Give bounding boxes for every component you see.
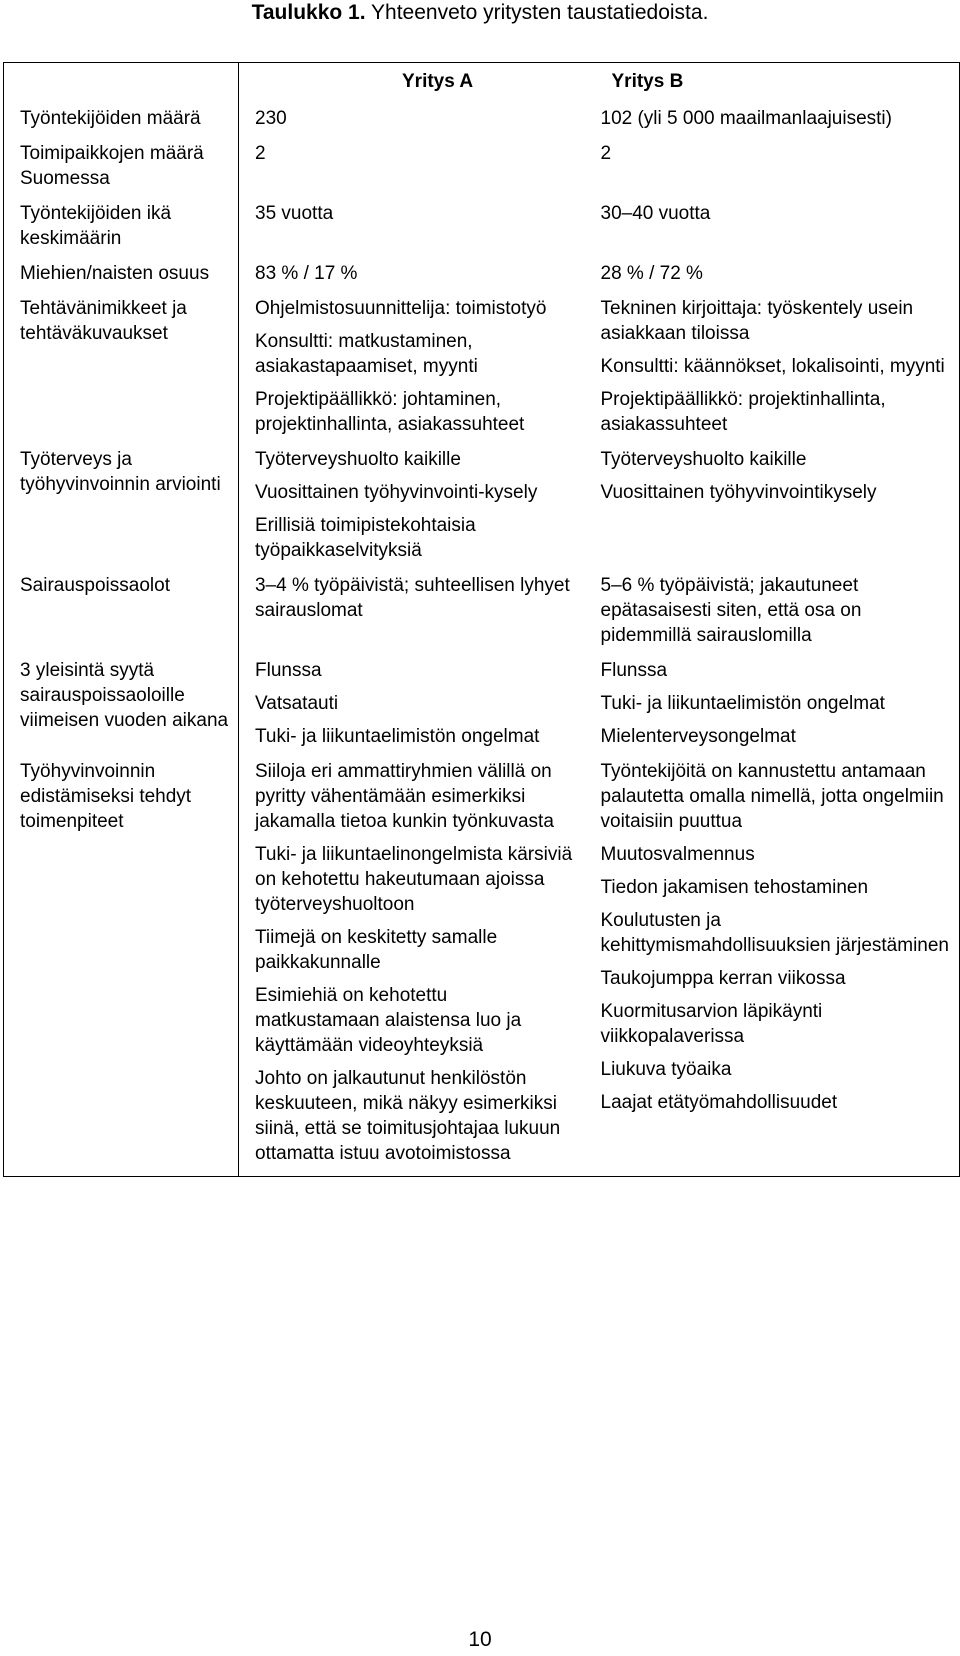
cell-item: Flunssa xyxy=(255,660,322,681)
row-label: Työterveys ja työhyvinvoinnin arviointi xyxy=(4,447,239,573)
company-a-cell xyxy=(239,573,585,658)
row-label: Työntekijöiden ikä keskimäärin xyxy=(4,201,239,261)
row-label: Työntekijöiden määrä xyxy=(4,106,239,141)
cell-item: Vatsatauti xyxy=(255,693,339,714)
cell-item: Konsultti: matkustaminen, asiakastapaamiset, myynti xyxy=(255,331,478,377)
company-a-cell xyxy=(239,201,585,261)
caption-label: Taulukko 1. xyxy=(251,1,366,24)
company-a-cell xyxy=(239,447,585,573)
cell-item: Erillisiä toimipistekohtaisia työpaikkaselvityksiä xyxy=(255,515,476,561)
cell-item: Laajat etätyömahdollisuudet xyxy=(600,1092,838,1113)
cell-item: Työterveyshuolto kaikille xyxy=(600,449,807,470)
cell-item: Tekninen kirjoittaja: työskentely usein asiakkaan tiloissa xyxy=(600,298,914,344)
cell-item: Tuki- ja liikuntaelimistön ongelmat xyxy=(600,693,885,714)
cell-item: 30–40 vuotta xyxy=(600,203,711,224)
cell-item: Työntekijöitä on kannustettu antamaan palautetta omalla nimellä, jotta ongelmiin voitaisiin puuttua xyxy=(600,761,944,832)
cell-item: Muutosvalmennus xyxy=(600,844,755,865)
cell-item: Flunssa xyxy=(600,660,668,681)
cell-item: 83 % / 17 % xyxy=(255,263,358,284)
cell-item: 230 xyxy=(255,108,287,129)
company-a-cell xyxy=(239,658,585,759)
cell-item: 5–6 % työpäivistä; jakautuneet epätasaisesti siten, että osa on pidemmillä sairauslomilla xyxy=(600,575,862,646)
table-row xyxy=(4,201,960,261)
company-b-cell xyxy=(585,296,960,447)
cell-item: Työterveyshuolto kaikille xyxy=(255,449,461,470)
page-number: 10 xyxy=(468,1628,492,1651)
row-label: Toimipaikkojen määrä Suomessa xyxy=(4,141,239,201)
header-company-a: Yritys A xyxy=(402,71,474,92)
company-a-cell xyxy=(239,106,585,141)
cell-item: Ohjelmistosuunnittelija: toimistotyö xyxy=(255,298,547,319)
cell-item: Vuosittainen työhyvinvointi-kysely xyxy=(255,482,538,503)
table-row xyxy=(4,106,960,141)
caption-text: Yhteenveto yritysten taustatiedoista. xyxy=(365,1,709,24)
company-a-cell xyxy=(239,141,585,201)
cell-item: 102 (yli 5 000 maailmanlaajuisesti) xyxy=(600,108,892,129)
table-row xyxy=(4,261,960,296)
cell-item: Tuki- ja liikuntaelinongelmista kärsiviä on kehotettu hakeutumaan ajoissa työterveyshuoltoon xyxy=(255,844,573,915)
table-header-row xyxy=(4,63,960,107)
cell-item: Johto on jalkautunut henkilöstön keskuuteen, mikä näkyy esimerkiksi siinä, että se toimitusjohtajaa lukuun ottamatta istuu avotoimistossa xyxy=(255,1068,561,1164)
cell-item: Projektipäällikkö: projektinhallinta, asiakassuhteet xyxy=(600,389,886,435)
table-row xyxy=(4,759,960,1177)
cell-item: Siiloja eri ammattiryhmien välillä on pyritty vähentämään esimerkiksi jakamalla tietoa kunkin työnkuvasta xyxy=(255,761,554,832)
row-label: Tehtävänimikkeet ja tehtäväkuvaukset xyxy=(4,296,239,447)
cell-item: Konsultti: käännökset, lokalisointi, myynti xyxy=(600,356,945,377)
company-b-cell xyxy=(585,447,960,573)
cell-item: Esimiehiä on kehotettu matkustamaan alaistensa luo ja käyttämään videoyhteyksiä xyxy=(255,985,522,1056)
row-label: Sairauspoissaolot xyxy=(4,573,239,658)
company-b-cell xyxy=(585,759,960,1177)
cell-item: 3–4 % työpäivistä; suhteellisen lyhyet sairauslomat xyxy=(255,575,570,621)
cell-item: 2 xyxy=(600,143,612,164)
company-b-cell xyxy=(585,573,960,658)
table-row xyxy=(4,658,960,759)
company-a-cell xyxy=(239,759,585,1177)
row-label: 3 yleisintä syytä sairauspoissaoloille viimeisen vuoden aikana xyxy=(4,658,239,759)
company-b-cell xyxy=(585,141,960,201)
cell-item: Tiedon jakamisen tehostaminen xyxy=(600,877,869,898)
cell-item: Kuormitusarvion läpikäynti viikkopalaverissa xyxy=(600,1001,823,1047)
cell-item: Mielenterveysongelmat xyxy=(600,726,796,747)
cell-item: 35 vuotta xyxy=(255,203,334,224)
company-b-cell xyxy=(585,201,960,261)
summary-table xyxy=(3,62,960,1177)
table-row xyxy=(4,447,960,573)
row-label: Työhyvinvoinnin edistämiseksi tehdyt toimenpiteet xyxy=(4,759,239,1177)
cell-item: Taukojumppa kerran viikossa xyxy=(600,968,846,989)
header-company-b: Yritys B xyxy=(611,71,684,92)
company-b-cell xyxy=(585,261,960,296)
header-empty-cell xyxy=(4,63,239,107)
table-caption xyxy=(0,0,960,26)
table-row xyxy=(4,141,960,201)
cell-item: Vuosittainen työhyvinvointikysely xyxy=(600,482,877,503)
row-label: Miehien/naisten osuus xyxy=(4,261,239,296)
cell-item: Koulutusten ja kehittymismahdollisuuksien järjestäminen xyxy=(600,910,949,956)
cell-item: Tuki- ja liikuntaelimistön ongelmat xyxy=(255,726,540,747)
cell-item: Liukuva työaika xyxy=(600,1059,732,1080)
company-b-cell xyxy=(585,658,960,759)
cell-item: 28 % / 72 % xyxy=(600,263,703,284)
cell-item: Projektipäällikkö: johtaminen, projektinhallinta, asiakassuhteet xyxy=(255,389,525,435)
company-a-cell xyxy=(239,261,585,296)
cell-item: Tiimejä on keskitetty samalle paikkakunnalle xyxy=(255,927,498,973)
cell-item: 2 xyxy=(255,143,266,164)
company-b-cell xyxy=(585,106,960,141)
company-a-cell xyxy=(239,296,585,447)
table-row xyxy=(4,573,960,658)
table-row xyxy=(4,296,960,447)
